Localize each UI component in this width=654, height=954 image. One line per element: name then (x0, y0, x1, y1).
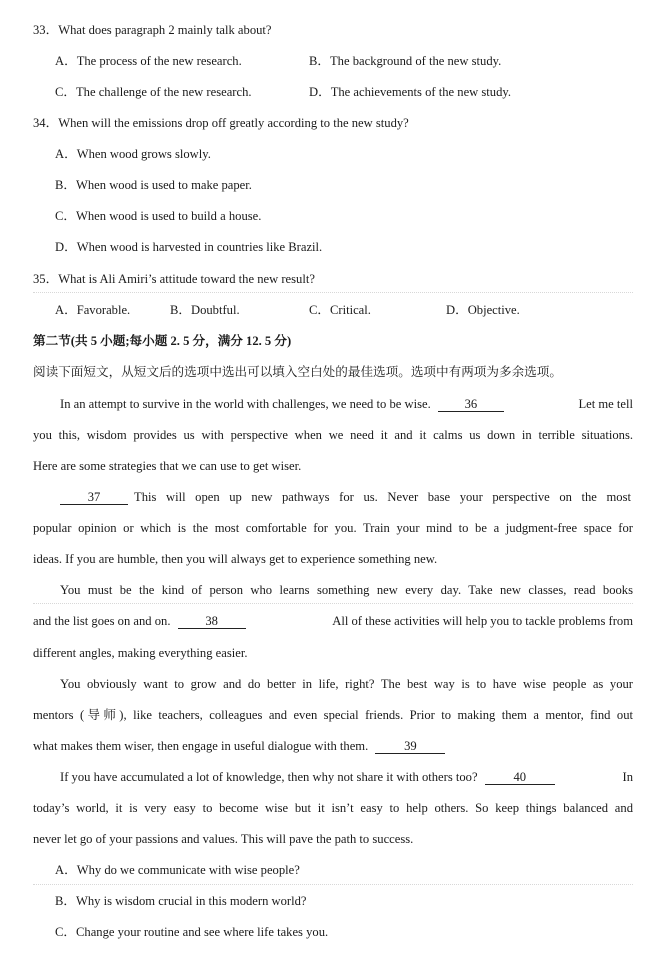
passage-p3-line1: You must be the kind of person who learns something new every day. Take new classes, read books (60, 583, 633, 597)
passage-text: In an attempt to survive in the world with challenges, we need to be wise. (60, 397, 431, 411)
passage-text: All of these activities will help you to tackle problems from (332, 614, 633, 628)
question-33-option-b: B．The background of the new study. (309, 54, 502, 68)
section-instruction: 阅读下面短文，从短文后的选项中选出可以填入空白处的最佳选项。选项中有两项为多余选项。 (33, 365, 562, 379)
question-33-stem: 33．What does paragraph 2 mainly talk about? (33, 23, 272, 37)
section-title: 第二节(共 5 小题;每小题 2. 5 分，满分 12. 5 分) (33, 334, 292, 348)
blank-36: 36 (438, 397, 504, 412)
passage-p3-line2 (33, 613, 633, 629)
passage-text: Let me tell (578, 397, 633, 411)
passage-option-a: A．Why do we communicate with wise people? (55, 863, 300, 877)
question-35-option-b: B．Doubtful. (170, 303, 240, 317)
passage-p3-line3: different angles, making everything easier. (33, 646, 248, 660)
passage-p5-line3: never let go of your passions and values. This will pave the path to success. (33, 832, 414, 846)
passage-p5-line1 (60, 769, 633, 785)
question-34-option-b: B．When wood is used to make paper. (55, 178, 252, 192)
passage-p1-line3: Here are some strategies that we can use to get wiser. (33, 459, 302, 473)
question-33-option-a: A．The process of the new research. (55, 54, 242, 68)
passage-p2-line1 (60, 489, 633, 505)
passage-p5-line2: today’s world, it is very easy to become wise but it isn’t easy to help others. So keep things balanced and (33, 801, 633, 815)
passage-option-c: C．Change your routine and see where life takes you. (55, 925, 329, 939)
passage-text: If you have accumulated a lot of knowledge, then why not share it with others too? (60, 770, 478, 784)
question-33-option-d: D．The achievements of the new study. (309, 85, 512, 99)
passage-p4-line2: mentors (导师), like teachers, colleagues and even special friends. Prior to making them a mentor, find out (33, 708, 633, 722)
passage-text: In (622, 770, 633, 784)
question-34-option-a: A．When wood grows slowly. (55, 147, 211, 161)
blank-39: 39 (375, 739, 445, 754)
passage-text: and the list goes on and on. (33, 614, 171, 628)
passage-p1-line2: you this, wisdom provides us with perspective when we need it and it calms us down in terrible situations. (33, 428, 633, 442)
passage-option-b: B．Why is wisdom crucial in this modern world? (55, 894, 307, 908)
passage-p4-line3 (33, 738, 633, 754)
question-34-option-d: D．When wood is harvested in countries like Brazil. (55, 240, 323, 254)
question-35-option-a: A．Favorable. (55, 303, 131, 317)
passage-p2-line3: ideas. If you are humble, then you will always get to experience something new. (33, 552, 438, 566)
dotted-separator (33, 603, 633, 604)
blank-37: 37 (60, 490, 128, 505)
dotted-separator (33, 292, 633, 293)
blank-38: 38 (178, 614, 246, 629)
question-34-option-c: C．When wood is used to build a house. (55, 209, 262, 223)
question-35-stem: 35．What is Ali Amiri’s attitude toward the new result? (33, 272, 315, 286)
passage-p1-line1 (60, 396, 633, 412)
question-35-option-d: D．Objective. (446, 303, 520, 317)
blank-40: 40 (485, 770, 555, 785)
passage-text: what makes them wiser, then engage in useful dialogue with them. (33, 739, 369, 753)
passage-p4-line1: You obviously want to grow and do better in life, right? The best way is to have wise people as your (60, 677, 633, 691)
dotted-separator (33, 884, 633, 885)
question-33-option-c: C．The challenge of the new research. (55, 85, 252, 99)
passage-p2-line2: popular opinion or which is the most comfortable for you. Train your mind to be a judgment-free space for (33, 521, 633, 535)
passage-text: This will open up new pathways for us. Never base your perspective on the most (134, 490, 631, 504)
question-34-stem: 34．When will the emissions drop off greatly according to the new study? (33, 116, 409, 130)
question-35-option-c: C．Critical. (309, 303, 371, 317)
